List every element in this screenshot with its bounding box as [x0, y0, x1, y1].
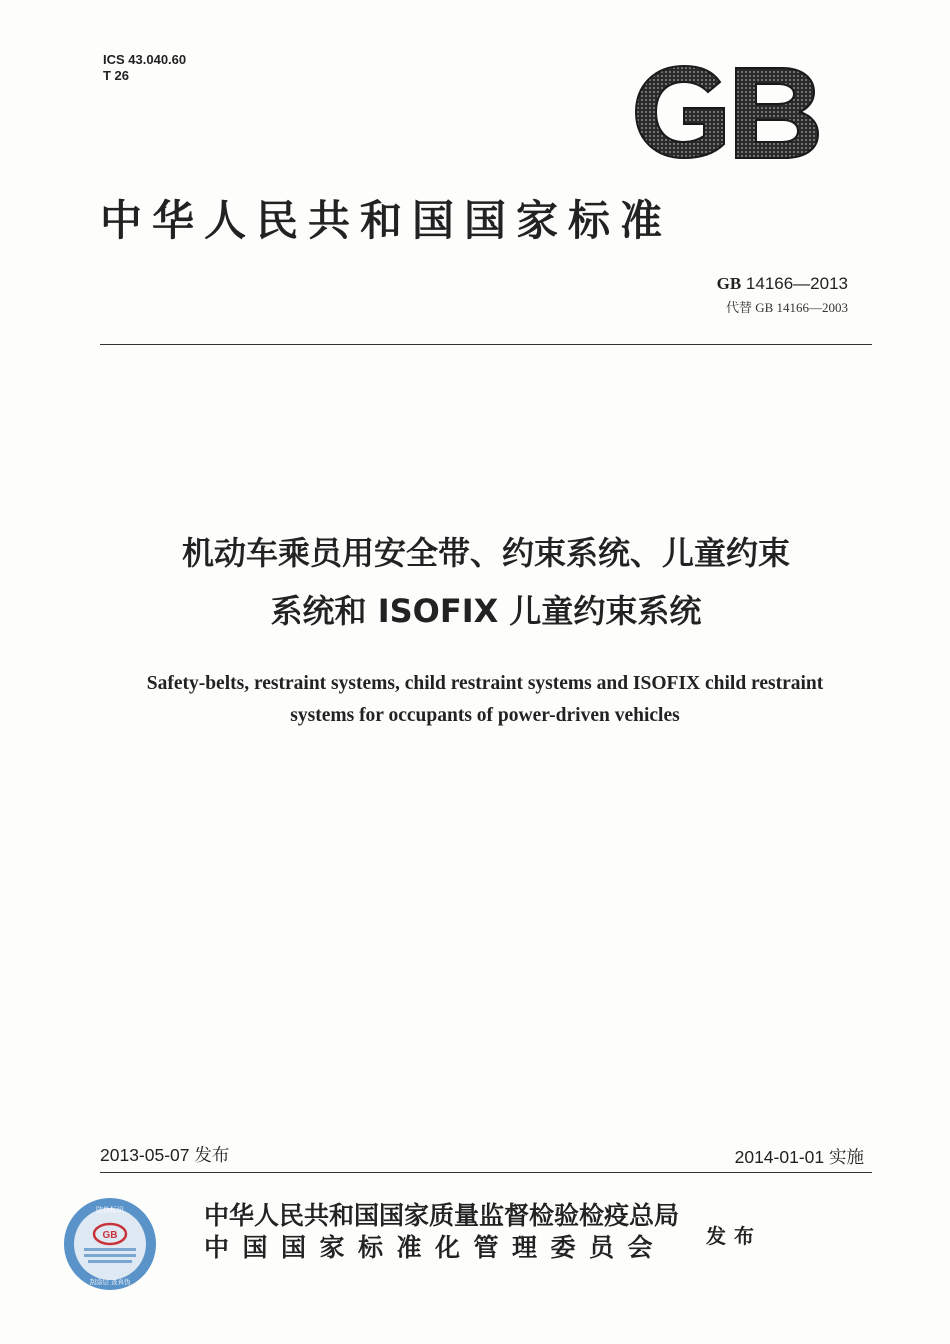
issue-date: 2013-05-07 发布 — [100, 1145, 230, 1165]
standard-prefix: GB — [716, 274, 742, 293]
document-title-en — [90, 668, 880, 732]
gb-logo — [632, 62, 822, 162]
header-divider — [100, 344, 872, 345]
document-title-cn — [80, 524, 892, 640]
standard-code: 14166—2013 — [745, 274, 848, 293]
title-cn-line1: 机动车乘员用安全带、约束系统、儿童约束 — [181, 534, 790, 572]
issuer-line2: 中国国家标准化管理委员会 — [204, 1233, 667, 1262]
ccs-code: T 26 — [103, 68, 130, 83]
anti-counterfeit-seal — [62, 1196, 158, 1292]
ics-code: ICS 43.040.60 — [103, 52, 187, 67]
ics-code-block — [103, 52, 186, 84]
publish-label: 发布 — [706, 1224, 762, 1248]
title-cn-line2: 系统和 ISOFIX 儿童约束系统 — [270, 592, 702, 630]
seal-text-top: 防伪标识 — [96, 1206, 124, 1214]
title-en-line2: systems for occupants of power-driven vehicles — [290, 705, 680, 726]
implementation-date: 2014-01-01 实施 — [734, 1147, 864, 1167]
footer-divider — [100, 1172, 872, 1173]
gb-logo-text: GB — [632, 62, 634, 63]
svg-text:GB: GB — [102, 1230, 118, 1241]
issuer-line1: 中华人民共和国国家质量监督检验检疫总局 — [204, 1201, 680, 1230]
seal-text-bottom: 刮涂层 查真伪 — [89, 1278, 131, 1286]
gb-logo-glyphs — [636, 66, 818, 158]
title-en-line1: Safety-belts, restraint systems, child restraint systems and ISOFIX child restraint — [146, 673, 824, 694]
issuing-authorities — [204, 1200, 679, 1264]
replaces-standard: 代替 GB 14166—2003 — [725, 300, 848, 315]
standard-number — [717, 274, 848, 294]
national-standard-title: 中华人民共和国国家标准 — [100, 196, 673, 245]
